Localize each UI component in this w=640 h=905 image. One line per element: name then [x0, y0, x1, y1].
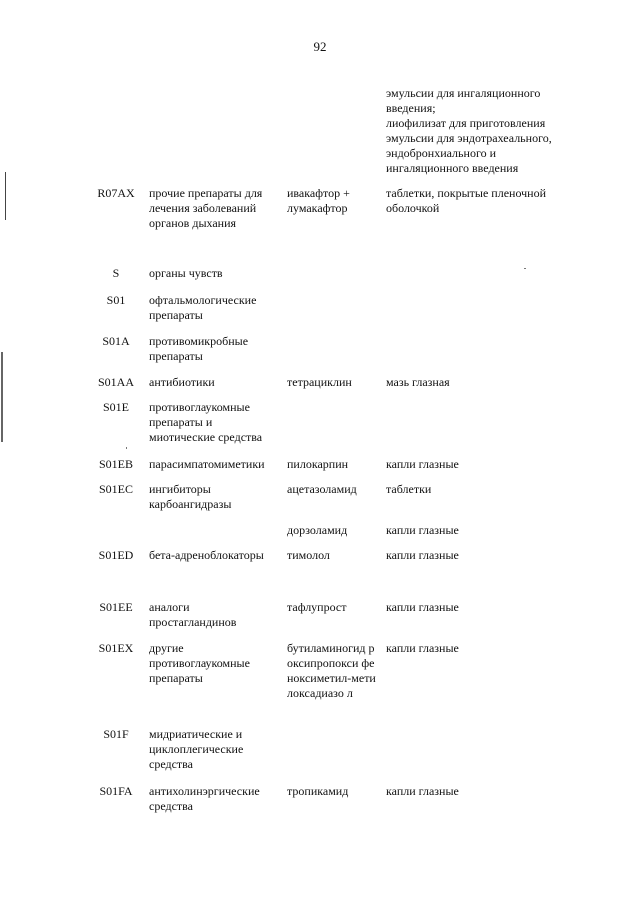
- dosage-form: капли глазные: [386, 641, 459, 655]
- atc-code: S01EX: [98, 641, 134, 655]
- group-name: аналоги простагландинов: [149, 600, 237, 629]
- atc-code: S: [112, 266, 120, 280]
- drug-inn: тимолол: [287, 548, 330, 562]
- dosage-form: таблетки: [386, 482, 432, 496]
- group-name: офтальмологические препараты: [149, 293, 257, 322]
- dosage-form: мазь глазная: [386, 375, 450, 389]
- dosage-form: таблетки, покрытые пленочной оболочкой: [386, 186, 547, 215]
- atc-code: S01E: [102, 400, 129, 414]
- drug-inn: ивакафтор + лумакафтор: [287, 186, 350, 215]
- group-name: мидриатические и циклоплегические средства: [149, 727, 244, 771]
- atc-code: S01EE: [99, 600, 133, 614]
- atc-code: S01FA: [99, 784, 133, 798]
- atc-code: R07AX: [97, 186, 135, 200]
- atc-code: S01A: [102, 334, 130, 348]
- group-name: ингибиторы карбоангидразы: [149, 482, 232, 511]
- drug-inn: бутиламиногид роксипропокси феноксиметил-метилоксадиазо л: [287, 641, 376, 700]
- left-edge-line: [5, 172, 6, 220]
- form-line: эндобронхиального и: [386, 146, 496, 160]
- drug-inn: тетрациклин: [287, 375, 352, 389]
- dosage-form: капли глазные: [386, 523, 459, 537]
- dosage-form: капли глазные: [386, 784, 459, 798]
- group-name: парасимпатомиметики: [149, 457, 265, 471]
- group-name: антихолинэргические средства: [149, 784, 260, 813]
- atc-code: S01EC: [98, 482, 133, 496]
- drug-inn: ацетазоламид: [287, 482, 357, 496]
- form-line: лиофилизат для приготовления: [386, 116, 546, 130]
- group-name: противомикробные препараты: [149, 334, 249, 363]
- group-name: бета-адреноблокаторы: [149, 548, 264, 562]
- group-name: прочие препараты для лечения заболеваний органов дыхания: [149, 186, 263, 230]
- group-name: органы чувств: [149, 266, 223, 280]
- group-name: противоглаукомные препараты и миотические средства: [149, 400, 263, 444]
- speck: [524, 268, 526, 269]
- group-name: другие противоглаукомные препараты: [149, 641, 250, 685]
- form-line: эмульсии для эндотрахеального,: [386, 131, 552, 145]
- form-line: эмульсии для ингаляционного: [386, 86, 541, 100]
- atc-code: S01F: [103, 727, 129, 741]
- atc-code: S01ED: [98, 548, 134, 562]
- group-name: антибиотики: [149, 375, 215, 389]
- form-line: введения;: [386, 101, 436, 115]
- speck: [126, 447, 127, 449]
- dosage-form: капли глазные: [386, 548, 459, 562]
- drug-inn: дорзоламид: [287, 523, 348, 537]
- top-form-continuation: [386, 86, 586, 176]
- drug-inn: пилокарпин: [287, 457, 349, 471]
- page-number: 92: [313, 39, 327, 54]
- atc-code: S01EB: [98, 457, 133, 471]
- drug-inn: тропикамид: [287, 784, 349, 798]
- drug-inn: тафлупрост: [287, 600, 347, 614]
- dosage-form: капли глазные: [386, 600, 459, 614]
- dosage-form: капли глазные: [386, 457, 459, 471]
- atc-code: S01AA: [97, 375, 134, 389]
- form-line: ингаляционного введения: [386, 161, 519, 175]
- left-edge-mark: [1, 352, 3, 442]
- atc-code: S01: [106, 293, 126, 307]
